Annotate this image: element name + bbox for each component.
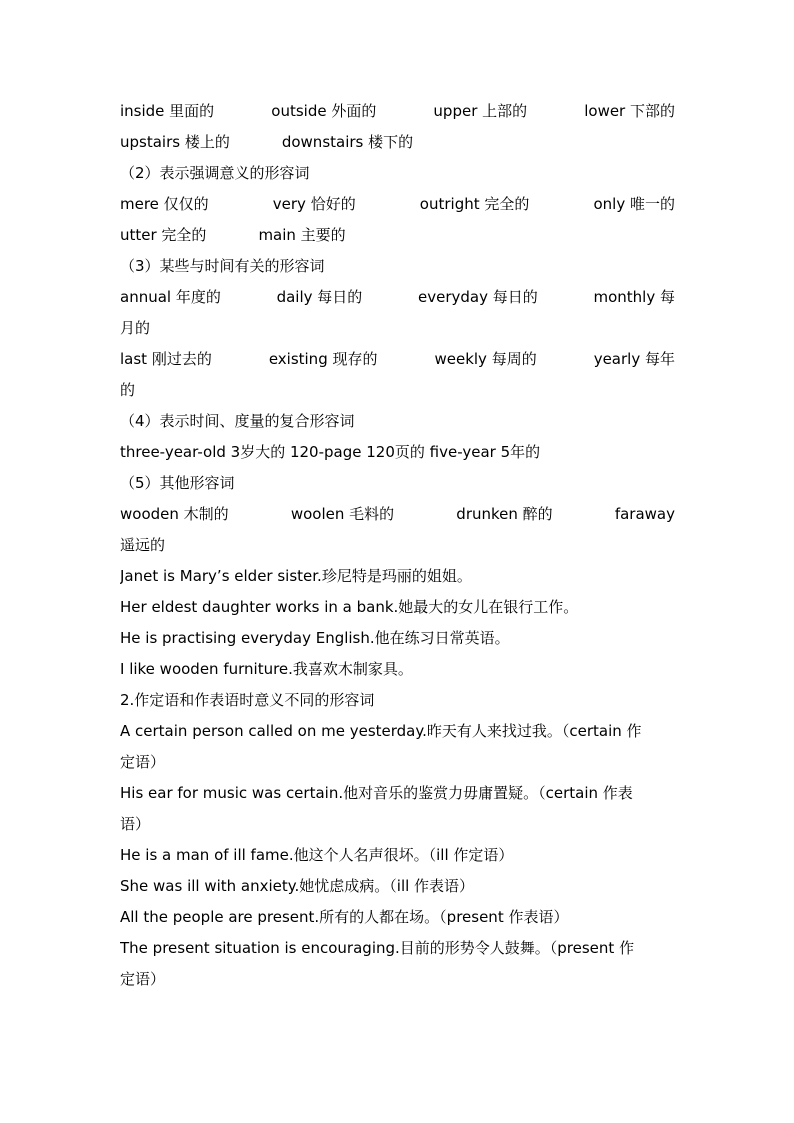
vocab-item: daily 每日的 <box>276 288 363 306</box>
example-sentence: Her eldest daughter works in a bank.她最大的女儿在银行工作。 <box>120 598 579 616</box>
text-line: 定语） <box>120 753 166 771</box>
vocab-row-time <box>120 282 675 313</box>
example-sentence: A certain person called on me yesterday.昨天有人来找过我。（certain 作 <box>120 722 642 740</box>
example-sentence: The present situation is encouraging.目前的形势令人鼓舞。（present 作 <box>120 939 635 957</box>
section-heading: （3）某些与时间有关的形容词 <box>120 257 325 275</box>
example-sentence: He is practising everyday English.他在练习日常英语。 <box>120 629 510 647</box>
document-body <box>120 96 675 995</box>
vocab-item: outside 外面的 <box>271 102 377 120</box>
section-heading: （2）表示强调意义的形容词 <box>120 164 310 182</box>
example-sentence: She was ill with anxiety.她忧虑成病。（ill 作表语） <box>120 877 475 895</box>
vocab-row-stairs <box>120 127 675 158</box>
text-line: 定语） <box>120 970 166 988</box>
text-line: three-year-old 3岁大的 120-page 120页的 five-year 5年的 <box>120 443 541 461</box>
example-sentence: He is a man of ill fame.他这个人名声很坏。（ill 作定语） <box>120 846 514 864</box>
vocab-row-other <box>120 499 675 530</box>
vocab-item: upstairs 楼上的 <box>120 133 230 151</box>
vocab-item: outright 完全的 <box>419 195 530 213</box>
vocab-item: monthly 每 <box>593 288 675 306</box>
vocab-item: lower 下部的 <box>584 102 675 120</box>
example-sentence: His ear for music was certain.他对音乐的鉴赏力毋庸置疑。（certain 作表 <box>120 784 633 802</box>
vocab-item: wooden 木制的 <box>120 505 229 523</box>
vocab-item: drunken 醉的 <box>456 505 553 523</box>
vocab-item: mere 仅仅的 <box>120 195 209 213</box>
vocab-item: inside 里面的 <box>120 102 215 120</box>
vocab-item: very 恰好的 <box>272 195 356 213</box>
example-sentence: Janet is Mary’s elder sister.珍尼特是玛丽的姐姐。 <box>120 567 472 585</box>
vocab-item: only 唯一的 <box>593 195 675 213</box>
vocab-item: weekly 每周的 <box>434 350 537 368</box>
vocab-item: faraway <box>614 505 675 523</box>
vocab-item: last 刚过去的 <box>120 350 212 368</box>
section-heading: 2.作定语和作表语时意义不同的形容词 <box>120 691 375 709</box>
vocab-item: everyday 每日的 <box>418 288 538 306</box>
vocab-row-time-2 <box>120 344 675 375</box>
section-heading: （4）表示时间、度量的复合形容词 <box>120 412 355 430</box>
text-line: 的 <box>120 381 136 399</box>
vocab-item: yearly 每年 <box>593 350 675 368</box>
text-line: 月的 <box>120 319 151 337</box>
text-line: 遥远的 <box>120 536 166 554</box>
vocab-item: existing 现存的 <box>268 350 378 368</box>
vocab-item: utter 完全的 <box>120 226 207 244</box>
vocab-item: annual 年度的 <box>120 288 221 306</box>
example-sentence: All the people are present.所有的人都在场。（present 作表语） <box>120 908 569 926</box>
vocab-row-emphasis <box>120 189 675 220</box>
text-line: 语） <box>120 815 151 833</box>
section-heading: （5）其他形容词 <box>120 474 235 492</box>
vocab-item: downstairs 楼下的 <box>281 133 414 151</box>
vocab-row-emphasis-2 <box>120 220 675 251</box>
example-sentence: I like wooden furniture.我喜欢木制家具。 <box>120 660 413 678</box>
vocab-row-position <box>120 96 675 127</box>
vocab-item: woolen 毛料的 <box>290 505 395 523</box>
vocab-item: main 主要的 <box>258 226 346 244</box>
vocab-item: upper 上部的 <box>433 102 528 120</box>
